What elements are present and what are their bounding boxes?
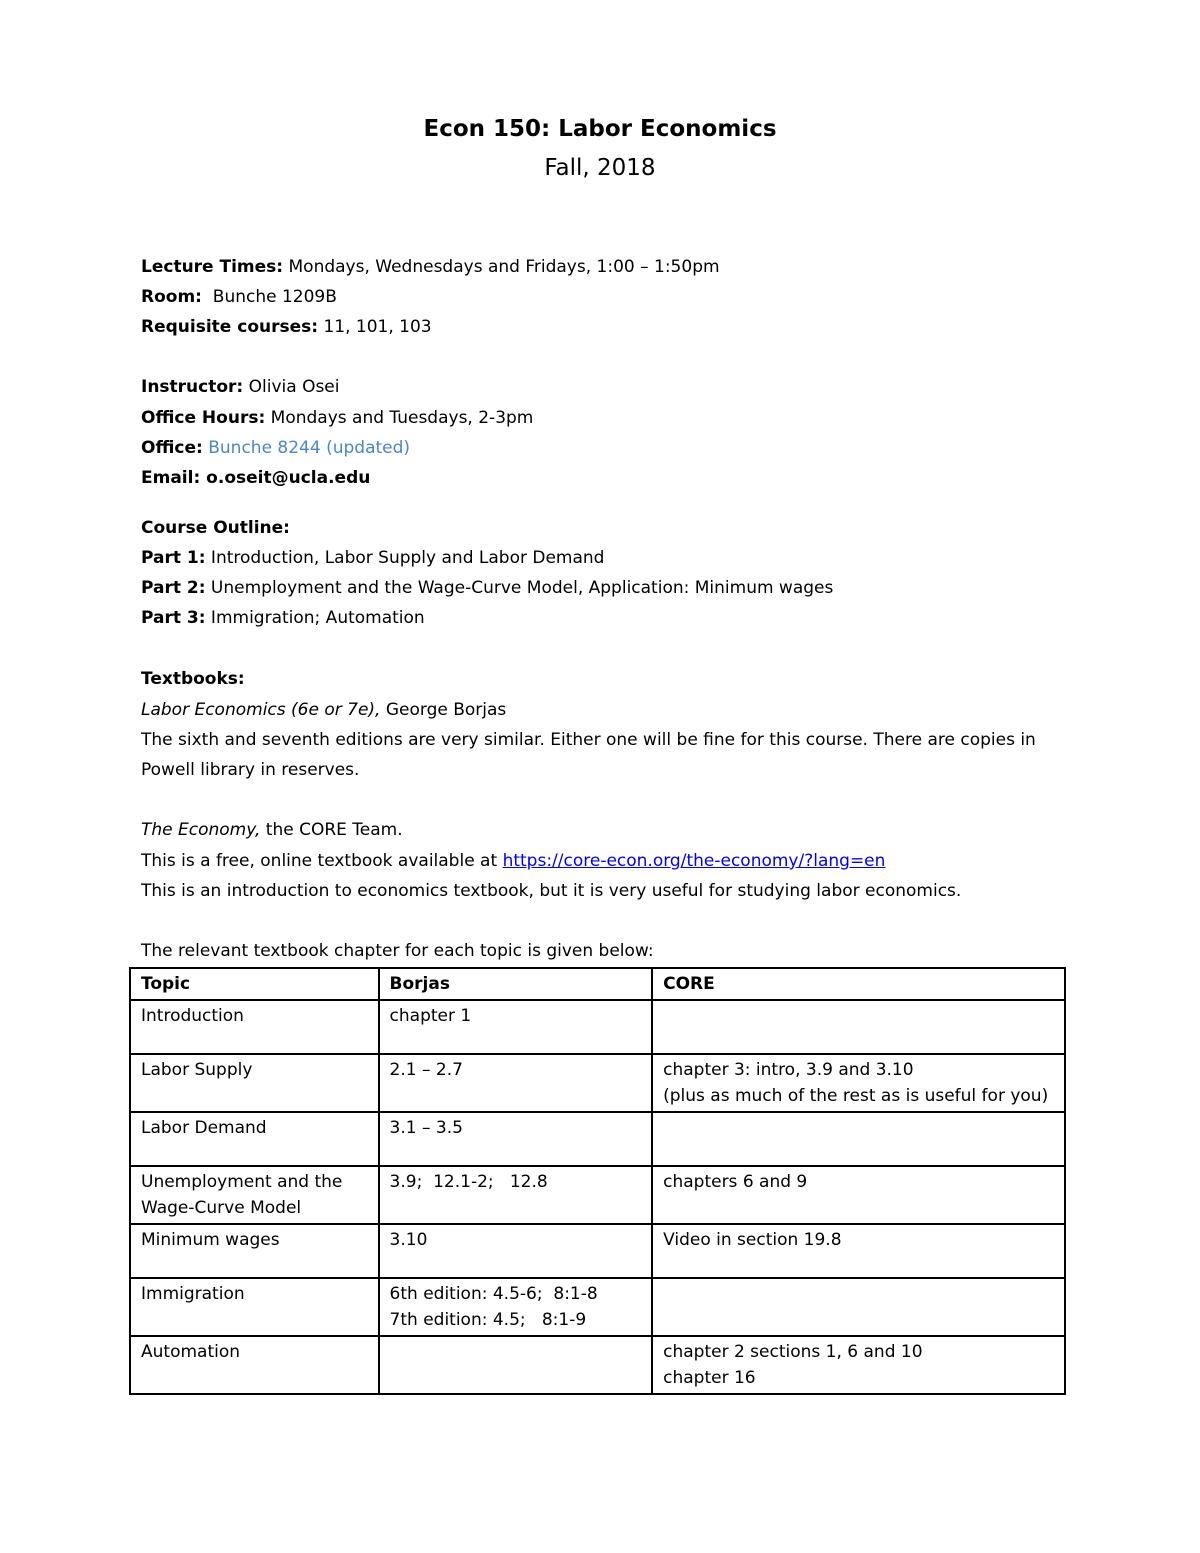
row-core-line: Video in section 19.8	[663, 1230, 842, 1250]
row-borjas-line: 3.1 – 3.5	[389, 1118, 463, 1138]
book2-title: The Economy,	[141, 820, 261, 840]
row-core-line: chapter 2 sections 1, 6 and 10	[663, 1342, 923, 1362]
office-value: Bunche 8244 (updated)	[202, 438, 411, 458]
book1-author: George Borjas	[380, 700, 507, 720]
row-core-line: chapters 6 and 9	[663, 1172, 808, 1192]
row-core	[652, 1054, 1065, 1112]
outline-part-2	[141, 576, 833, 600]
row-topic: Immigration	[130, 1278, 379, 1336]
course-term: Fall, 2018	[544, 155, 656, 181]
book2-note-1	[141, 849, 885, 873]
outline-part-3-text: Immigration; Automation	[205, 608, 425, 628]
book2-note-1-prefix: This is a free, online textbook available at	[141, 851, 503, 871]
office-label: Office:	[141, 438, 203, 458]
table-row	[130, 1000, 1065, 1054]
table-intro: The relevant textbook chapter for each topic is given below:	[141, 941, 654, 961]
office-hours-value: Mondays and Tuesdays, 2-3pm	[265, 408, 534, 428]
requisite-label: Requisite courses:	[141, 317, 319, 337]
book1-note-1: The sixth and seventh editions are very similar. Either one will be fine for this course. There are copies in	[141, 730, 1036, 750]
outline-part-2-label: Part 2:	[141, 578, 206, 598]
row-core	[652, 1166, 1065, 1224]
office-hours-line	[141, 406, 533, 430]
lecture-times-line	[141, 255, 720, 279]
table-row	[130, 1278, 1065, 1336]
requisite-value: 11, 101, 103	[318, 317, 432, 337]
row-core	[652, 1336, 1065, 1394]
course-title: Econ 150: Labor Economics	[423, 116, 777, 142]
email-line	[141, 466, 370, 490]
row-core-line: chapter 16	[663, 1368, 756, 1388]
row-borjas-line: chapter 1	[389, 1006, 472, 1026]
row-core-line: chapter 3: intro, 3.9 and 3.10	[663, 1060, 914, 1080]
instructor-label: Instructor:	[141, 377, 244, 397]
header-borjas: Borjas	[379, 968, 653, 1000]
book1-line	[141, 698, 506, 722]
email-value: o.oseit@ucla.edu	[200, 468, 371, 488]
book1-title: Labor Economics (6e or 7e),	[141, 700, 381, 720]
lecture-times-label: Lecture Times:	[141, 257, 284, 277]
row-core-line: (plus as much of the rest as is useful for you)	[663, 1086, 1049, 1106]
instructor-value: Olivia Osei	[243, 377, 340, 397]
row-core	[652, 1000, 1065, 1054]
row-borjas-line: 2.1 – 2.7	[389, 1060, 463, 1080]
book1-note-2: Powell library in reserves.	[141, 760, 360, 780]
row-topic: Introduction	[130, 1000, 379, 1054]
header-topic: Topic	[130, 968, 379, 1000]
outline-part-2-text: Unemployment and the Wage-Curve Model, Application: Minimum wages	[205, 578, 834, 598]
row-borjas-line: 7th edition: 4.5; 8:1-9	[389, 1310, 587, 1330]
lecture-times-value: Mondays, Wednesdays and Fridays, 1:00 – 1:50pm	[283, 257, 720, 277]
row-borjas	[379, 1000, 653, 1054]
table-header-row	[130, 968, 1065, 1000]
row-topic: Automation	[130, 1336, 379, 1394]
row-borjas-line: 3.10	[389, 1230, 428, 1250]
outline-part-3	[141, 606, 425, 630]
outline-part-3-label: Part 3:	[141, 608, 206, 628]
row-core	[652, 1224, 1065, 1278]
outline-part-1-text: Introduction, Labor Supply and Labor Demand	[205, 548, 605, 568]
table-row	[130, 1054, 1065, 1112]
room-line	[141, 285, 337, 309]
row-borjas	[379, 1336, 653, 1394]
header-core: CORE	[652, 968, 1065, 1000]
table-row	[130, 1336, 1065, 1394]
row-core	[652, 1278, 1065, 1336]
row-borjas-line: 6th edition: 4.5-6; 8:1-8	[389, 1284, 598, 1304]
row-borjas-line: 3.9; 12.1-2; 12.8	[389, 1172, 548, 1192]
course-outline-heading: Course Outline:	[141, 518, 290, 538]
chapters-table	[129, 967, 1066, 1395]
table-row	[130, 1224, 1065, 1278]
office-line	[141, 436, 410, 460]
row-topic: Minimum wages	[130, 1224, 379, 1278]
email-label: Email:	[141, 468, 201, 488]
outline-part-1	[141, 546, 604, 570]
room-label: Room:	[141, 287, 202, 307]
row-topic: Labor Supply	[130, 1054, 379, 1112]
table-row	[130, 1166, 1065, 1224]
instructor-line	[141, 375, 340, 399]
requisite-line	[141, 315, 432, 339]
row-borjas	[379, 1054, 653, 1112]
outline-part-1-label: Part 1:	[141, 548, 206, 568]
core-econ-link[interactable]: https://core-econ.org/the-economy/?lang=en	[502, 851, 886, 871]
row-borjas	[379, 1278, 653, 1336]
book2-note-2: This is an introduction to economics textbook, but it is very useful for studying labor economics.	[141, 881, 962, 901]
row-core	[652, 1112, 1065, 1166]
book2-line	[141, 818, 403, 842]
row-borjas	[379, 1224, 653, 1278]
room-value: Bunche 1209B	[201, 287, 337, 307]
table-row	[130, 1112, 1065, 1166]
row-topic: Unemployment and the Wage-Curve Model	[130, 1166, 379, 1224]
textbooks-heading: Textbooks:	[141, 669, 245, 689]
row-topic: Labor Demand	[130, 1112, 379, 1166]
office-hours-label: Office Hours:	[141, 408, 266, 428]
book2-author: the CORE Team.	[260, 820, 403, 840]
row-borjas	[379, 1112, 653, 1166]
row-borjas	[379, 1166, 653, 1224]
